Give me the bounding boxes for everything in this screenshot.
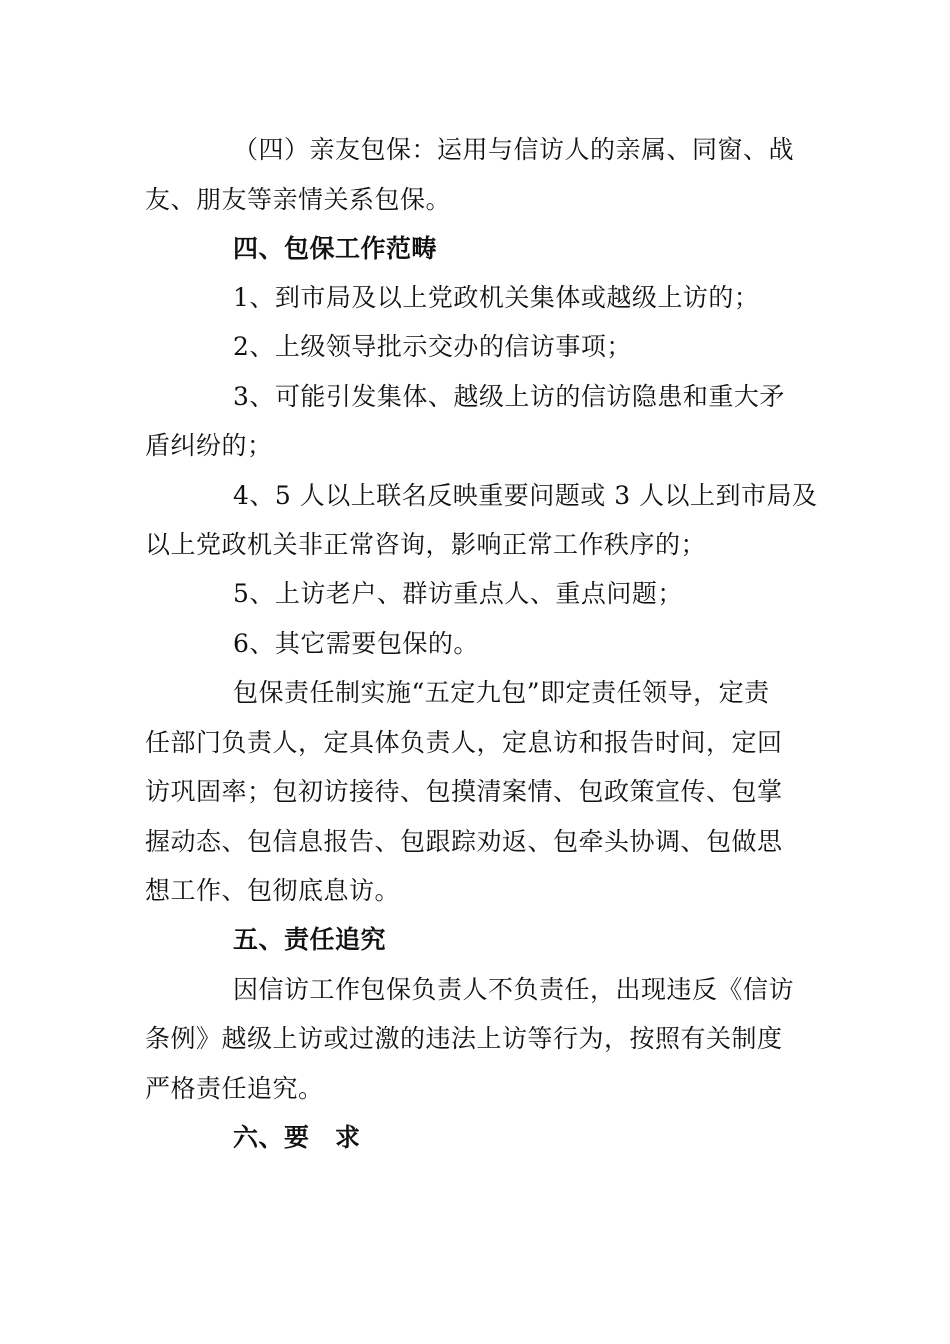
paragraph-line: 条例》越级上访或过激的违法上访等行为，按照有关制度 xyxy=(145,1024,783,1053)
list-item: 4、5 人以上联名反映重要问题或 3 人以上到市局及 xyxy=(233,481,818,510)
list-item: 5、上访老户、群访重点人、重点问题； xyxy=(233,579,683,608)
list-item-continuation: 以上党政机关非正常咨询，影响正常工作秩序的； xyxy=(145,530,707,559)
section-heading: 六、要 求 xyxy=(233,1123,361,1152)
section-heading: 四、包保工作范畴 xyxy=(233,234,438,263)
paragraph-line: 访巩固率；包初访接待、包摸清案情、包政策宣传、包掌 xyxy=(145,777,783,806)
list-item: 6、其它需要包保的。 xyxy=(233,629,479,658)
list-item: 2、上级领导批示交办的信访事项； xyxy=(233,332,632,361)
paragraph-line: 严格责任追究。 xyxy=(145,1074,324,1103)
paragraph-line: 想工作、包彻底息访。 xyxy=(145,876,401,905)
paragraph-line: 包保责任制实施“五定九包”即定责任领导，定责 xyxy=(233,678,770,707)
paragraph-line: （四）亲友包保：运用与信访人的亲属、同窗、战 xyxy=(233,135,795,164)
list-item: 1、到市局及以上党政机关集体或越级上访的； xyxy=(233,283,760,312)
paragraph-line: 友、朋友等亲情关系包保。 xyxy=(145,185,452,214)
list-item-continuation: 盾纠纷的； xyxy=(145,431,273,460)
section-heading: 五、责任追究 xyxy=(233,925,387,954)
paragraph-line: 任部门负责人，定具体负责人，定息访和报告时间，定回 xyxy=(145,728,783,757)
paragraph-line: 握动态、包信息报告、包跟踪劝返、包牵头协调、包做思 xyxy=(145,827,783,856)
paragraph-line: 因信访工作包保负责人不负责任，出现违反《信访 xyxy=(233,975,795,1004)
list-item: 3、可能引发集体、越级上访的信访隐患和重大矛 xyxy=(233,382,785,411)
